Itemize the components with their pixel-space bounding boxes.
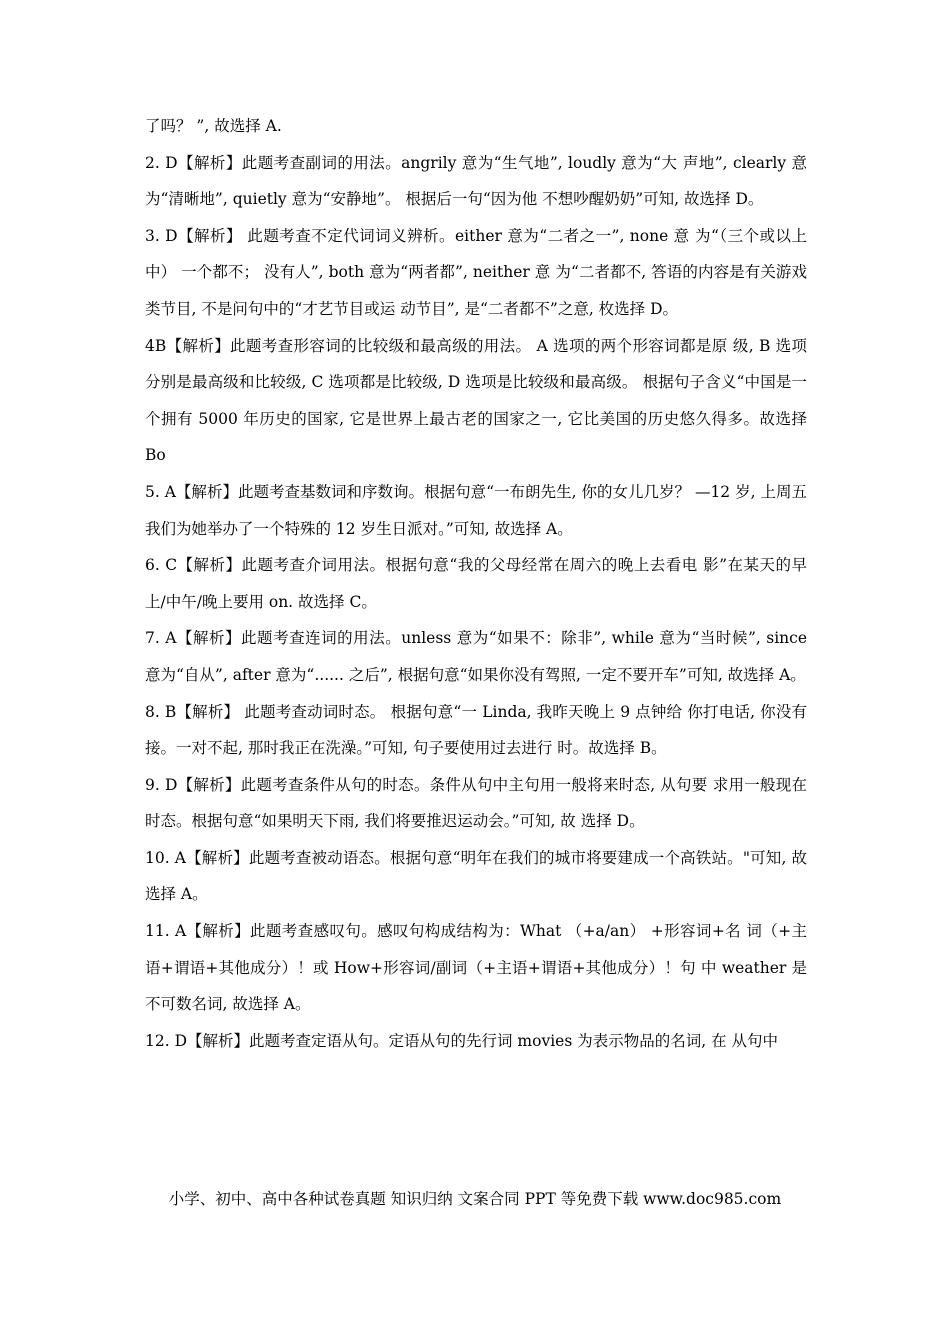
paragraph-answer-9: 9. D【解析】此题考查条件从句的时态。条件从句中主句用一般将来时态, 从句要 求用一般现在时态。根据句意“如果明天下雨, 我们将要推迟运动会。”可知, 故 选择 D。 (145, 775, 807, 831)
paragraph-answer-5: 5. A【解析】此题考查基数词和序数询。根据句意“一布朗先生, 你的女儿几岁？ —12 岁, 上周五我们为她举办了一个特殊的 12 岁生日派对。”可知, 故选择 A。 (145, 482, 807, 538)
paragraph-answer-10: 10. A【解析】此题考查被动语态。根据句意“明年在我们的城市将要建成一个高铁站。"可知, 故选择 A。 (145, 848, 807, 904)
paragraph-answer-11: 11. A【解析】此题考查感叹句。感叹句构成结构为：What （+a/an） +形容词+名 词（+主语+谓语+其他成分）！或 How+形容词/副词（+主语+谓语+其他成分）！句 中 weather 是不可数名词, 故选择 A。 (145, 922, 807, 1014)
page-footer: 小学、初中、高中各种试卷真题 知识归纳 文案合同 PPT 等免费下载 www.doc985.com (168, 1190, 782, 1208)
paragraph-answer-3: 3. D【解析】 此题考查不定代词词义辨析。either 意为“二者之一”, none 意 为“（三个或以上中） 一个都不； 没有人”, both 意为“两者都”, neither 意 为“二者都不, 答语的内容是有关游戏类节目, 不是问句中的“才艺节目或运 动节目”, 是“二者都不”之意, 枚选择 D。 (145, 226, 807, 318)
paragraph-answer-2: 2. D【解析】此题考查副词的用法。angrily 意为“生气地”, loudly 意为“大 声地”, clearly 意为“清晰地”, quietly 意为“安静地”。 根据后一句“因为他 不想吵醒奶奶”可知, 故选择 D。 (145, 153, 807, 209)
paragraph-continuation: 了吗？ ”, 故选择 A. (145, 117, 282, 135)
paragraph-answer-12: 12. D【解析】此题考查定语从句。定语从句的先行词 movies 为表示物品的名词, 在 从句中 (145, 1031, 779, 1050)
paragraph-answer-8: 8. B【解析】 此题考查动词时态。 根据句意“一 Linda, 我昨天晚上 9 点钟给 你打电话, 你没有接。一对不起, 那时我正在洗澡。”可知, 句子要使用过去进行 时。故选择 B。 (145, 702, 807, 758)
paragraph-answer-7: 7. A【解析】此题考查连词的用法。unless 意为“如果不：除非”, while 意为“当时候”, since 意为“自从”, after 意为“...... 之后”, 根据句意“如果你没有驾照, 一定不要开车”可知, 故选择 A。 (145, 629, 807, 684)
paragraph-answer-4: 4B【解析】此题考查形容词的比较级和最高级的用法。 A 选项的两个形容词都是原 级, B 选项分别是最高级和比较级, C 选项都是比较级, D 选项是比较级和最高级。 根据句子含义“中国是一个拥有 5000 年历史的国家, 它是世界上最古老的国家之一, 它比美国的历史悠久得多。故选择 Bo (145, 336, 807, 465)
paragraph-answer-6: 6. C【解析】此题考查介词用法。根据句意“我的父母经常在周六的晚上去看电 影”在某天的早上/中午/晚上要用 on. 故选择 C。 (145, 556, 807, 611)
answer-explanations (145, 108, 807, 1059)
